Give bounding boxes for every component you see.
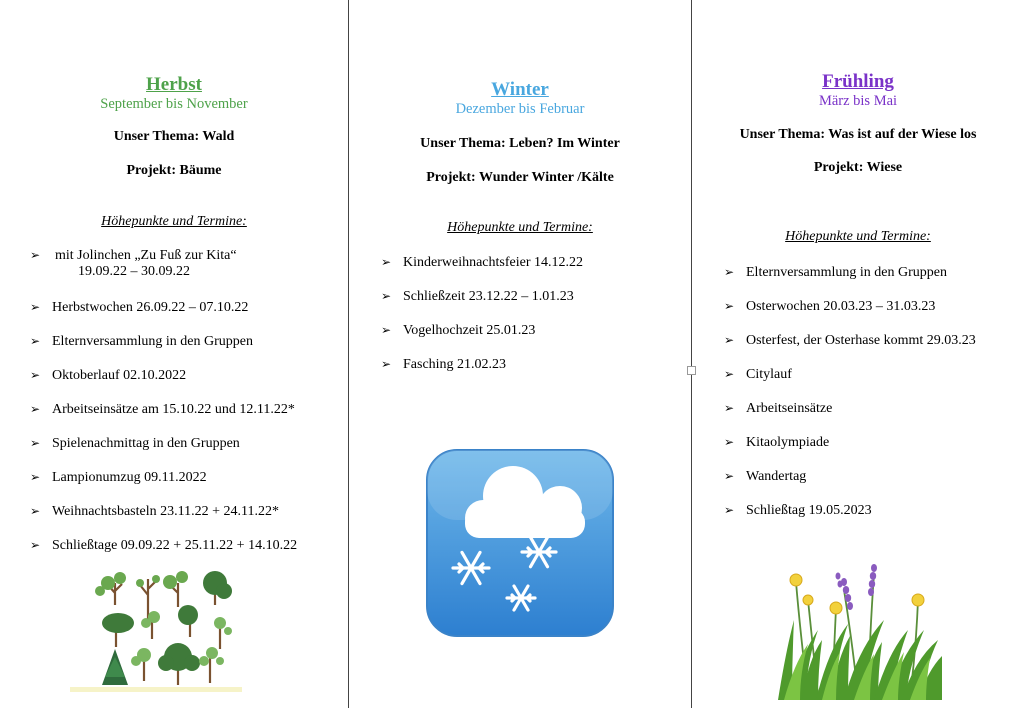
list-item: ➢ Fasching 21.02.23 xyxy=(381,357,507,372)
fruehling-theme: Unser Thema: Was ist auf der Wiese los xyxy=(739,127,977,142)
list-item: ➢ Weihnachtsbasteln 23.11.22 + 24.11.22* xyxy=(30,504,279,519)
arrow-bullet-icon: ➢ xyxy=(381,255,392,269)
list-item: ➢ Wandertag xyxy=(724,469,807,484)
list-item: ➢ Schließzeit 23.12.22 – 1.01.23 xyxy=(381,289,574,304)
fruehling-column xyxy=(692,0,1024,708)
herbst-months: September bis November xyxy=(100,96,248,112)
list-item: ➢ Kinderweihnachtsfeier 14.12.22 xyxy=(381,255,583,270)
fruehling-event-list xyxy=(724,265,976,537)
list-item: ➢ Arbeitseinsätze am 15.10.22 und 12.11.22* xyxy=(30,402,295,417)
trees-illustration-icon xyxy=(70,565,242,693)
arrow-bullet-icon: ➢ xyxy=(724,299,735,313)
list-item: ➢ mit Jolinchen „Zu Fuß zur Kita“ 19.09.22 – 30.09.22 xyxy=(30,248,237,279)
list-item: ➢ Osterwochen 20.03.23 – 31.03.23 xyxy=(724,299,936,314)
herbst-project: Projekt: Bäume xyxy=(126,163,222,178)
arrow-bullet-icon: ➢ xyxy=(724,469,735,483)
arrow-bullet-icon: ➢ xyxy=(30,436,41,450)
arrow-bullet-icon: ➢ xyxy=(381,357,392,371)
arrow-bullet-icon: ➢ xyxy=(30,334,41,348)
list-item: ➢ Schließtag 19.05.2023 xyxy=(724,503,872,518)
fruehling-months: März bis Mai xyxy=(818,93,898,109)
arrow-bullet-icon: ➢ xyxy=(30,248,41,262)
arrow-bullet-icon: ➢ xyxy=(724,333,735,347)
list-item: ➢ Herbstwochen 26.09.22 – 07.10.22 xyxy=(30,300,249,315)
arrow-bullet-icon: ➢ xyxy=(724,367,735,381)
list-item: ➢ Oktoberlauf 02.10.2022 xyxy=(30,368,187,383)
list-item: ➢ Citylauf xyxy=(724,367,792,382)
fruehling-title: Frühling xyxy=(822,71,894,92)
arrow-bullet-icon: ➢ xyxy=(30,368,41,382)
meadow-grass-flowers-icon xyxy=(778,560,942,700)
list-item: ➢ Lampionumzug 09.11.2022 xyxy=(30,470,207,485)
fruehling-highlights-heading: Höhepunkte und Termine: xyxy=(785,229,931,244)
fruehling-project: Projekt: Wiese xyxy=(813,160,903,175)
list-item: ➢ Elternversammlung in den Gruppen xyxy=(724,265,948,280)
arrow-bullet-icon: ➢ xyxy=(381,289,392,303)
winter-title: Winter xyxy=(491,79,549,100)
arrow-bullet-icon: ➢ xyxy=(30,538,41,552)
list-item: ➢ Schließtage 09.09.22 + 25.11.22 + 14.10.22 xyxy=(30,538,298,553)
list-item: ➢ Osterfest, der Osterhase kommt 29.03.23 xyxy=(724,333,976,348)
list-item: ➢ Spielenachmittag in den Gruppen xyxy=(30,436,240,451)
winter-column xyxy=(349,0,691,708)
winter-highlights-heading: Höhepunkte und Termine: xyxy=(447,220,593,235)
arrow-bullet-icon: ➢ xyxy=(724,265,735,279)
herbst-theme: Unser Thema: Wald xyxy=(113,129,235,144)
winter-project: Projekt: Wunder Winter /Kälte xyxy=(426,170,614,185)
winter-theme: Unser Thema: Leben? Im Winter xyxy=(420,136,620,151)
arrow-bullet-icon: ➢ xyxy=(30,504,41,518)
arrow-bullet-icon: ➢ xyxy=(30,402,41,416)
arrow-bullet-icon: ➢ xyxy=(724,435,735,449)
arrow-bullet-icon: ➢ xyxy=(724,503,735,517)
arrow-bullet-icon: ➢ xyxy=(30,470,41,484)
list-item: ➢ Arbeitseinsätze xyxy=(724,401,833,416)
arrow-bullet-icon: ➢ xyxy=(30,300,41,314)
herbst-column xyxy=(0,0,348,708)
winter-months: Dezember bis Februar xyxy=(455,101,585,117)
list-item: ➢ Vogelhochzeit 25.01.23 xyxy=(381,323,536,338)
herbst-title: Herbst xyxy=(146,74,202,95)
winter-event-list xyxy=(381,255,583,391)
arrow-bullet-icon: ➢ xyxy=(381,323,392,337)
herbst-highlights-heading: Höhepunkte und Termine: xyxy=(101,214,247,229)
snow-weather-icon xyxy=(425,448,615,638)
list-item: ➢ Elternversammlung in den Gruppen xyxy=(30,334,254,349)
herbst-event-list xyxy=(30,248,297,572)
arrow-bullet-icon: ➢ xyxy=(724,401,735,415)
list-item: ➢ Kitaolympiade xyxy=(724,435,830,450)
